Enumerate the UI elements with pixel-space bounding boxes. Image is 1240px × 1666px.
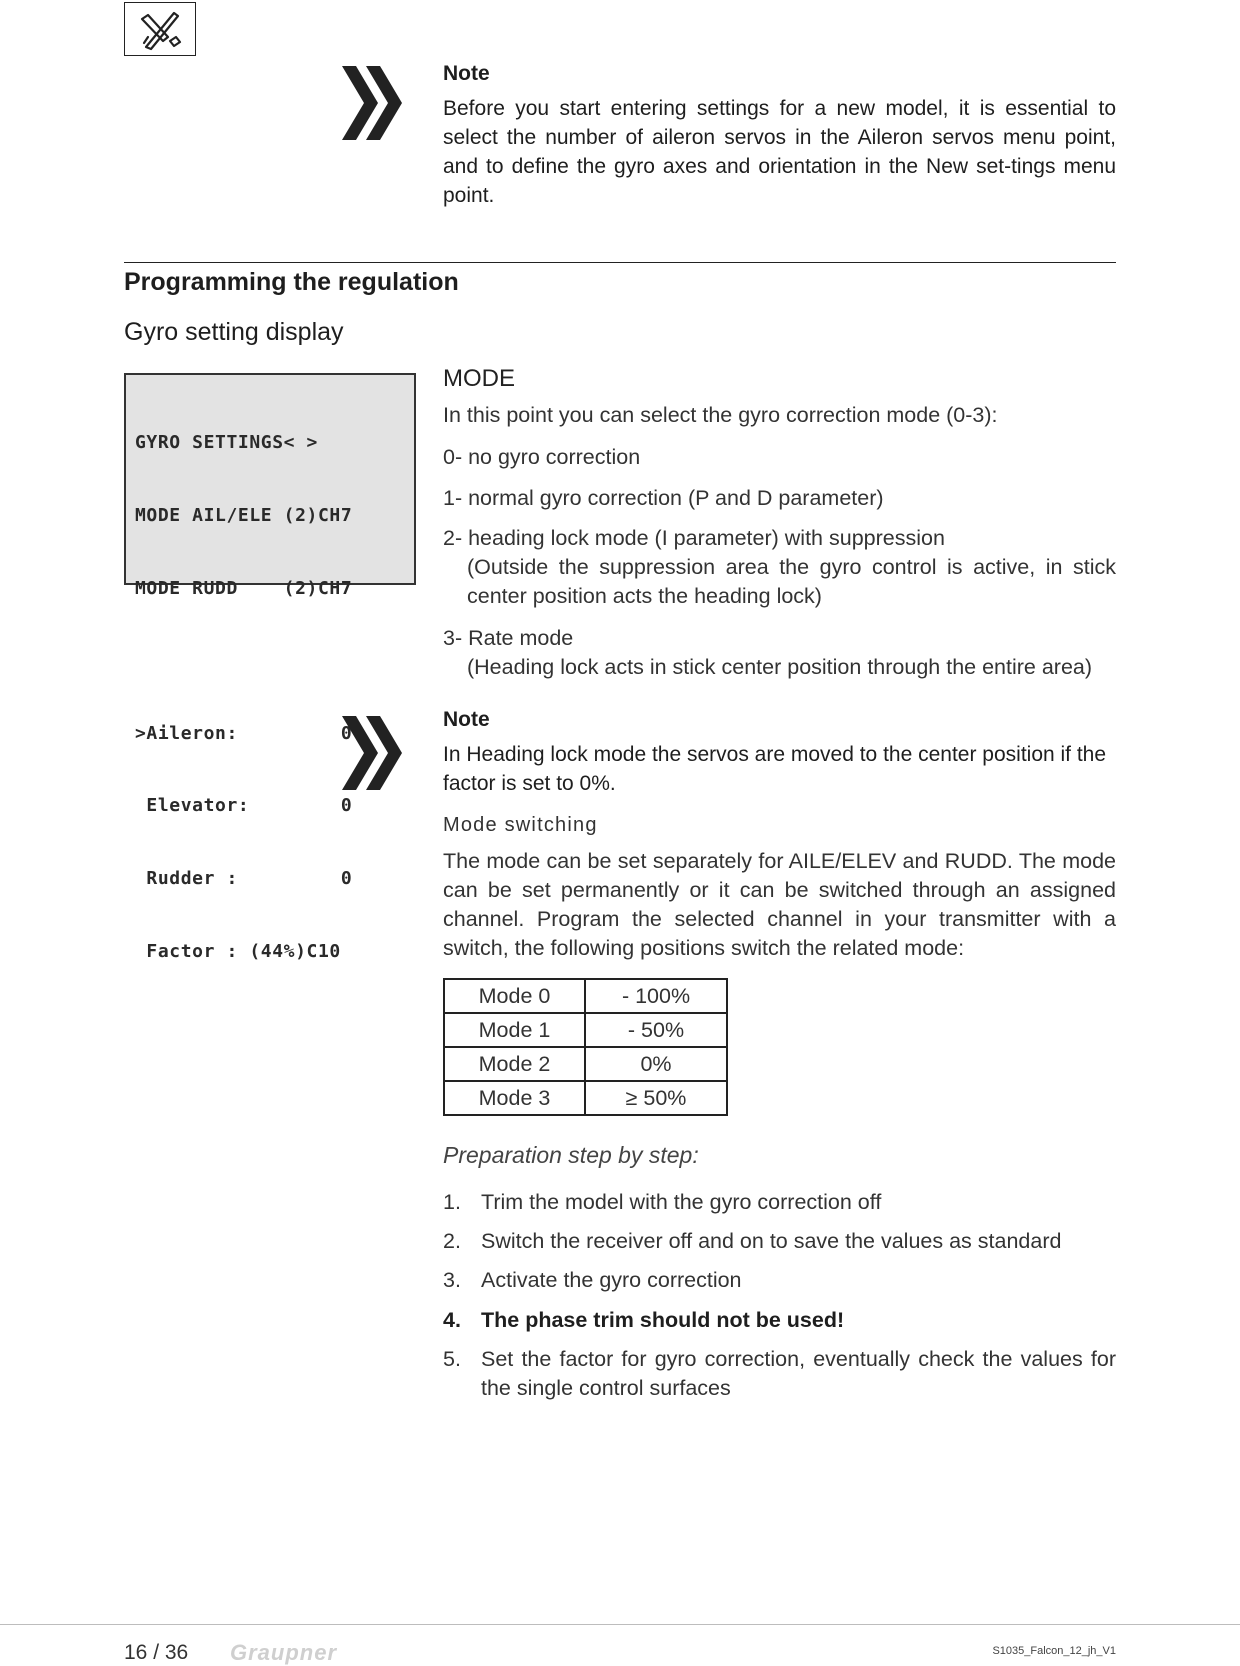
mode-item-main: 3- Rate mode bbox=[443, 626, 574, 650]
note-2 bbox=[443, 708, 1116, 798]
lcd-line: MODE RUDD (2)CH7 bbox=[135, 577, 353, 599]
list-item bbox=[443, 1345, 1116, 1403]
footer-divider bbox=[0, 1624, 1240, 1625]
mode-item bbox=[443, 443, 1116, 472]
step-text: Set the factor for gyro correction, eventually check the values for the single control surfaces bbox=[481, 1347, 1116, 1400]
mode-switching-heading: Mode switching bbox=[443, 814, 598, 836]
step-text: Switch the receiver off and on to save the values as standard bbox=[481, 1229, 1062, 1253]
step-number: 5. bbox=[443, 1347, 461, 1371]
step-number: 1. bbox=[443, 1190, 461, 1214]
mode-switching-text: The mode can be set separately for AILE/ELEV and RUDD. The mode can be set permanently or it can be switched through an assigned channel. Program the selected channel in your transmitter with a switch, the following positions switch the related mode: bbox=[443, 849, 1116, 960]
table-cell-value: ≥ 50% bbox=[585, 1081, 727, 1115]
page-number: 16 / 36 bbox=[124, 1641, 189, 1664]
step-number: 2. bbox=[443, 1229, 461, 1253]
section-subtitle: Gyro setting display bbox=[124, 318, 344, 346]
note-1-title: Note bbox=[443, 62, 490, 85]
table-row bbox=[444, 979, 727, 1013]
section-title: Programming the regulation bbox=[124, 268, 459, 296]
lcd-line: Rudder : 0 bbox=[135, 867, 353, 889]
preparation-heading: Preparation step by step: bbox=[443, 1142, 699, 1168]
mode-heading: MODE bbox=[443, 365, 515, 392]
airplane-icon-box bbox=[124, 2, 196, 56]
table-row bbox=[444, 1081, 727, 1115]
list-item bbox=[443, 1227, 1116, 1256]
table-row bbox=[444, 1047, 727, 1081]
step-number: 4. bbox=[443, 1308, 461, 1332]
step-text: Trim the model with the gyro correction off bbox=[481, 1190, 882, 1214]
lcd-line: >Aileron: 0 bbox=[135, 722, 353, 744]
mode-switch-table bbox=[443, 978, 728, 1116]
lcd-line bbox=[135, 649, 414, 673]
note-2-text: In Heading lock mode the servos are moved to the center position if the factor is set to 0%. bbox=[443, 743, 1107, 795]
mode-intro: In this point you can select the gyro correction mode (0-3): bbox=[443, 403, 998, 427]
list-item bbox=[443, 1306, 1116, 1335]
mode-item-sub: (Outside the suppression area the gyro control is active, in stick center position acts the heading lock) bbox=[467, 555, 1116, 608]
document-id: S1035_Falcon_12_jh_V1 bbox=[992, 1645, 1116, 1657]
table-row bbox=[444, 1013, 727, 1047]
step-text: Activate the gyro correction bbox=[481, 1268, 742, 1292]
lcd-line: Factor : (44%)C10 bbox=[135, 940, 341, 962]
list-item bbox=[443, 1266, 1116, 1295]
note-chevron-icon bbox=[338, 62, 408, 144]
table-cell-value: - 50% bbox=[585, 1013, 727, 1047]
mode-item-main: 0- no gyro correction bbox=[443, 445, 641, 469]
mode-item bbox=[443, 524, 1116, 611]
note-chevron-icon bbox=[338, 712, 408, 794]
section-divider bbox=[124, 262, 1116, 263]
table-cell-mode: Mode 1 bbox=[444, 1013, 585, 1047]
mode-item-main: 1- normal gyro correction (P and D parameter) bbox=[443, 486, 884, 510]
mode-item bbox=[443, 484, 1116, 513]
list-item bbox=[443, 1188, 1116, 1217]
lcd-line: MODE AIL/ELE (2)CH7 bbox=[135, 505, 353, 526]
step-text: The phase trim should not be used! bbox=[481, 1308, 845, 1332]
table-cell-value: 0% bbox=[585, 1047, 727, 1081]
note-1-text: Before you start entering settings for a new model, it is essential to select the number of aileron servos in the Aileron servos menu point, and to define the gyro axes and orientation in the New set-tings menu point. bbox=[443, 97, 1116, 207]
brand-logo: Graupner bbox=[230, 1640, 338, 1665]
lcd-line: GYRO SETTINGS< > bbox=[135, 432, 318, 454]
mode-item-main: 2- heading lock mode (I parameter) with suppression bbox=[443, 526, 945, 550]
table-cell-mode: Mode 0 bbox=[444, 979, 585, 1013]
mode-item bbox=[443, 624, 1116, 682]
table-cell-value: - 100% bbox=[585, 979, 727, 1013]
mode-item-sub: (Heading lock acts in stick center position through the entire area) bbox=[467, 655, 1093, 679]
table-cell-mode: Mode 2 bbox=[444, 1047, 585, 1081]
step-number: 3. bbox=[443, 1268, 461, 1292]
airplane-icon bbox=[134, 7, 186, 51]
note-1 bbox=[443, 62, 1116, 210]
lcd-line: Elevator: 0 bbox=[135, 795, 353, 817]
table-cell-mode: Mode 3 bbox=[444, 1081, 585, 1115]
gyro-settings-display bbox=[124, 373, 416, 962]
note-2-title: Note bbox=[443, 708, 490, 731]
